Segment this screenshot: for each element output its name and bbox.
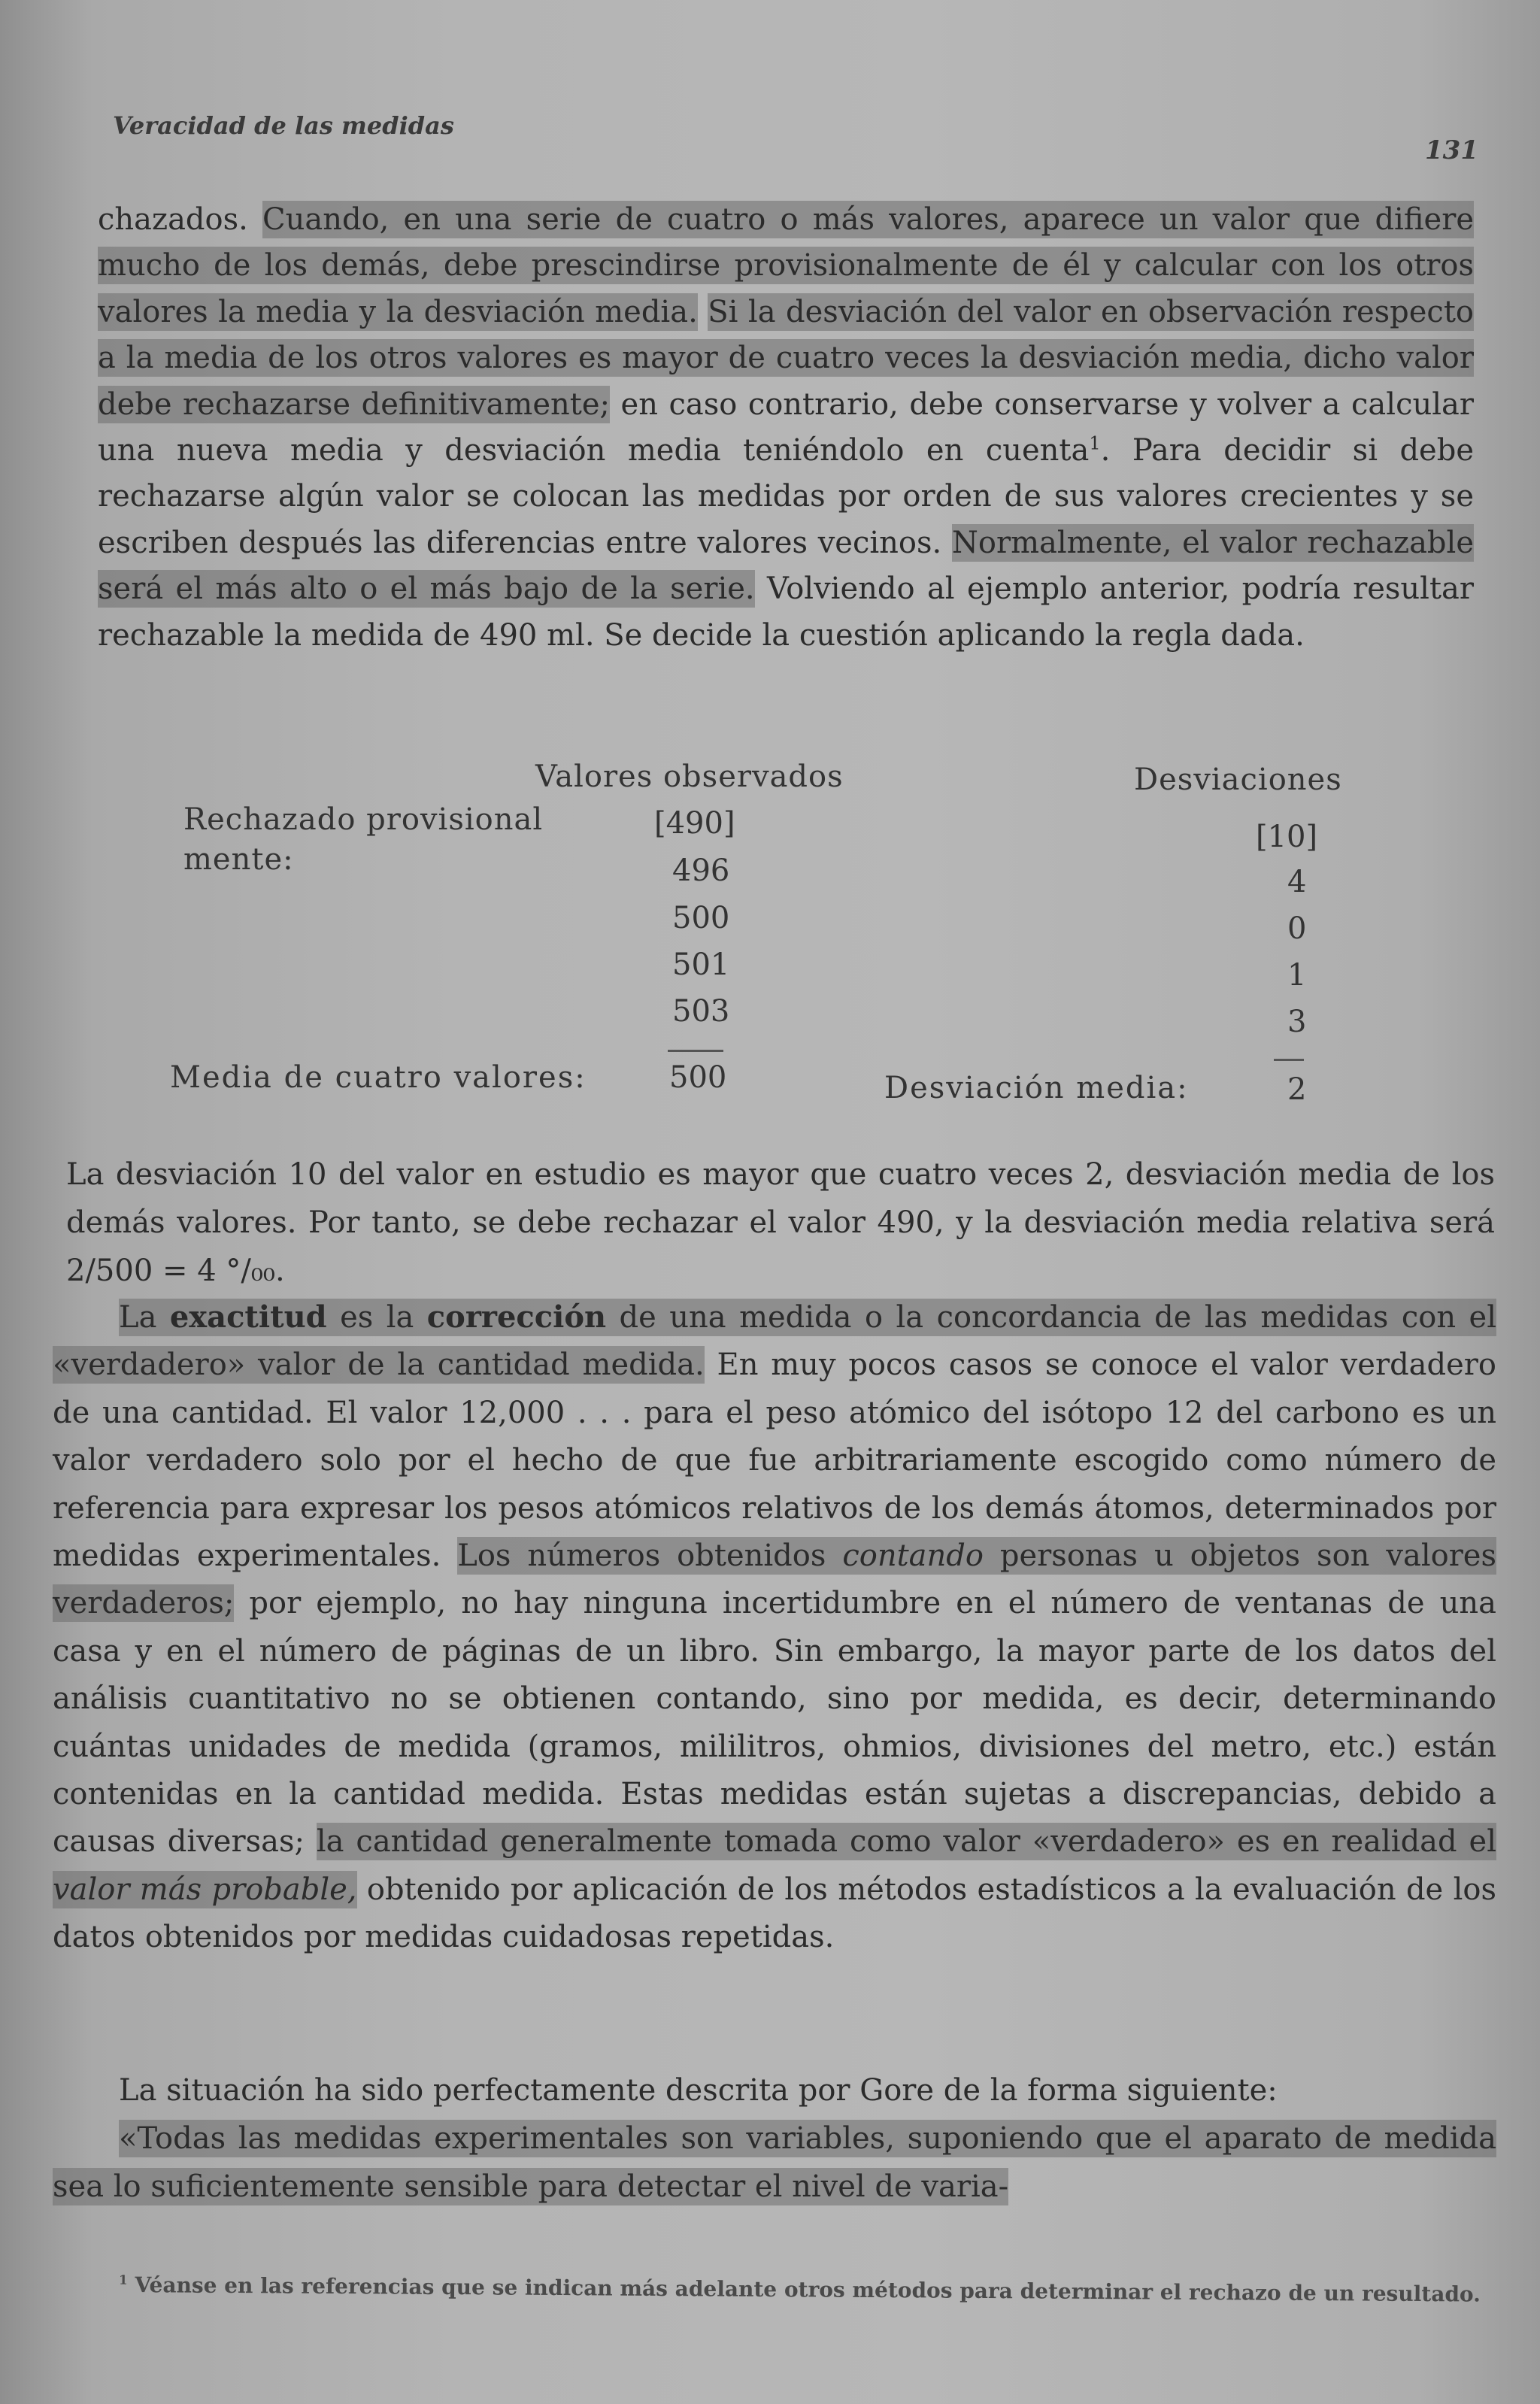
- value-cell: 501: [672, 947, 730, 982]
- highlighted-text: «Todas las medidas experimentales son variables, suponiendo que el aparato de medida sea lo suficientemente sensible para detectar el nivel de varia-: [53, 2121, 1496, 2204]
- text-span: es la: [326, 1300, 427, 1335]
- text-span: en caso contrario, debe conservarse y volver a calcular una nueva media y desviación media teniéndolo en cuenta: [98, 387, 1474, 468]
- footnote-text: Véanse en las referencias que se indican más adelante otros métodos para determinar el rechazo de un resultado.: [127, 2272, 1481, 2307]
- paragraph-rejection-rule: [98, 197, 1474, 659]
- text-span: .: [274, 1254, 285, 1288]
- permille-sign: °/₀₀: [226, 1254, 275, 1288]
- text-span: La situación ha sido perfectamente descrita por Gore de la forma siguiente:: [119, 2073, 1278, 2108]
- highlighted-text: Cuando, en una serie de cuatro o más valores, aparece un valor que difiere mucho de los demás, debe prescindirse provisionalmente de él y calcular con los otros valores la media y la desviación media.: [98, 202, 1474, 329]
- footnote-mark: 1: [1089, 432, 1101, 454]
- deviation-cell: 3: [1287, 1005, 1307, 1039]
- text-span: por ejemplo, no hay ninguna incertidumbre en el número de ventanas de una casa y en el número de páginas de un libro. Sin embargo, la mayor parte de los datos del análisis cuantitativo no se obtienen contando, sino por medida, es decir, determinando cuántas unidades de medida (gramos, mililitros, ohmios, divisiones del metro, etc.) están contenidas en la cantidad medida. Estas medidas están sujetas a discrepancias, debido a causas diversas;: [53, 1586, 1496, 1860]
- text-span: . Para decidir si debe rechazarse algún valor se colocan las medidas por orden de sus valores crecientes y se escriben después las diferencias entre valores vecinos.: [98, 433, 1475, 560]
- value-cell: 500: [672, 901, 730, 935]
- deviation-cell: 1: [1287, 958, 1307, 993]
- text-span: de una medida o la concordancia de las medidas con el «verdadero» valor de la cantidad medida.: [53, 1300, 1497, 1383]
- row-label: Rechazado provisional: [183, 802, 544, 837]
- mean-value: 500: [669, 1060, 727, 1095]
- paragraph-accuracy: [53, 1293, 1496, 1962]
- column-header-values: Valores observados: [535, 759, 844, 794]
- text-span: La: [119, 1300, 170, 1335]
- footnote-mark: 1: [119, 2272, 128, 2287]
- text-span: la cantidad generalmente tomada como valor «verdadero» es en realidad el: [316, 1824, 1496, 1860]
- italic-term: contando: [842, 1538, 984, 1574]
- highlighted-text: Si la desviación del valor en observación respecto a la media de los otros valores es mayor de cuatro veces la desviación media, dicho valor debe rechazarse definitivamente;: [98, 294, 1474, 422]
- deviation-cell: [10]: [1256, 820, 1318, 854]
- deviation-cell: 0: [1287, 911, 1307, 946]
- bold-term: corrección: [426, 1299, 607, 1335]
- text-span: chazados.: [98, 202, 263, 237]
- text-span: En muy pocos casos se conoce el valor verdadero de una cantidad. El valor 12,000 . . . para el peso atómico del isótopo 12 del carbono es un valor verdadero solo por el hecho de que fue arbitrariamente escogido como número de referencia para expresar los pesos atómicos relativos de los demás átomos, determinados por medidas experimentales.: [53, 1348, 1496, 1574]
- indent: [53, 2291, 119, 2292]
- highlighted-text: Normalmente, el valor rechazable será el más alto o el más bajo de la serie.: [98, 525, 1474, 607]
- row-label: mente:: [183, 842, 294, 877]
- text-span: La desviación 10 del valor en estudio es mayor que cuatro veces 2, desviación media de los demás valores. Por tanto, se debe rechazar el valor 490, y la desviación media relativa será 2/500 = 4: [66, 1157, 1495, 1288]
- italic-term: valor más probable,: [53, 1872, 357, 1907]
- page-number: 131: [1425, 135, 1478, 165]
- paragraph-conclusion: [66, 1150, 1495, 1295]
- deviation-cell: 4: [1287, 865, 1307, 899]
- value-cell: 496: [672, 853, 730, 888]
- value-cell: 503: [672, 994, 730, 1029]
- text-span: Los números obtenidos: [457, 1538, 843, 1574]
- value-cell: [490]: [654, 806, 735, 841]
- mean-deviation-value: 2: [1287, 1072, 1307, 1107]
- text-span: Volviendo al ejemplo anterior, podría resultar rechazable la medida de 490 ml. Se decide la cuestión aplicando la regla dada.: [98, 571, 1474, 653]
- paragraph-gore-quote: [53, 2066, 1496, 2211]
- running-title: Veracidad de las medidas: [113, 111, 454, 140]
- text-span: personas u objetos son valores verdaderos;: [53, 1538, 1497, 1621]
- sum-rule: [1274, 1059, 1304, 1061]
- sum-rule: [668, 1050, 723, 1052]
- mean-deviation-label: Desviación media:: [884, 1071, 1189, 1105]
- text-span: obtenido por aplicación de los métodos estadísticos a la evaluación de los datos obtenidos por medidas cuidadosas repetidas.: [53, 1872, 1496, 1955]
- bold-term: exactitud: [169, 1299, 327, 1335]
- mean-label: Media de cuatro valores:: [170, 1060, 587, 1095]
- text-span: [698, 295, 708, 329]
- footnote: [53, 2269, 1496, 2309]
- column-header-deviations: Desviaciones: [1134, 762, 1342, 797]
